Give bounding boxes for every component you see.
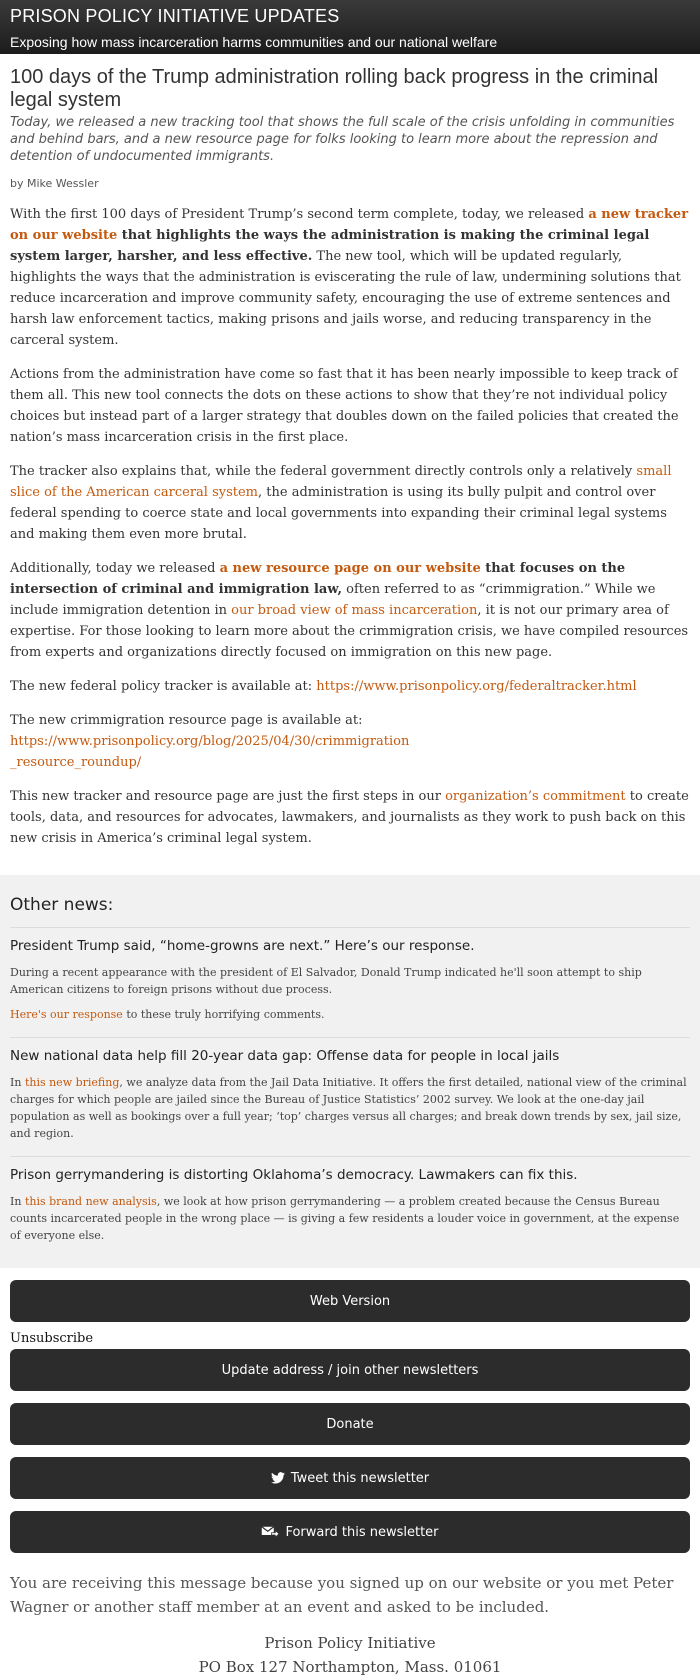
paragraph-2: Actions from the administration have come so fast that it has been nearly impossible to keep track of them all. This new tool connects the dots on these actions to show that they’re not individual policy choices but instead part of a larger strategy that doubles down on the failed policies that created the nation’s mass incarceration crisis in the first place. xyxy=(10,367,679,445)
news-item xyxy=(10,927,690,1037)
analysis-link[interactable]: this brand new analysis xyxy=(24,1195,157,1208)
news-item-title: President Trump said, “home-growns are next.” Here’s our response. xyxy=(10,938,475,954)
news-item xyxy=(10,1037,690,1156)
paragraph-6: The new crimmigration resource page is available at: https://www.prisonpolicy.org/blog/2025/04/30/crimmigration _resource_roundup/ xyxy=(10,713,410,770)
paragraph-7: This new tracker and resource page are just the first steps in our organization’s commitment to create tools, data, and resources for advocates, lawmakers, and journalists as they work to push back on this new crisis in America’s criminal legal system. xyxy=(10,789,689,846)
footer-note: You are receiving this message because you signed up on our website or you met Peter Wagner or another staff member at an event and asked to be included. xyxy=(10,1574,674,1616)
article-byline: by Mike Wessler xyxy=(10,177,99,190)
news-item xyxy=(10,1156,690,1258)
newsletter-actions xyxy=(0,1268,700,1553)
carceral-system-link[interactable]: small slice of the American carceral system xyxy=(10,464,672,500)
tweet-button[interactable]: Tweet this newsletter xyxy=(10,1457,690,1499)
news-item-title: New national data help fill 20-year data gap: Offense data for people in local jails xyxy=(10,1048,560,1064)
paragraph-5: The new federal policy tracker is available at: https://www.prisonpolicy.org/federaltracker.html xyxy=(10,679,637,694)
federal-tracker-url[interactable]: https://www.prisonpolicy.org/federaltracker.html xyxy=(316,679,637,694)
article-headline: 100 days of the Trump administration rolling back progress in the criminal legal system xyxy=(10,66,659,111)
twitter-bird-icon xyxy=(271,1472,285,1484)
newsletter-title: PRISON POLICY INITIATIVE UPDATES xyxy=(10,6,340,26)
article-body xyxy=(10,204,690,849)
postal-address: PO Box 127 Northampton, Mass. 01061 xyxy=(198,1658,502,1676)
other-news-heading: Other news: xyxy=(10,895,114,915)
briefing-link[interactable]: this new briefing xyxy=(24,1076,120,1089)
web-version-button[interactable]: Web Version xyxy=(10,1280,690,1322)
forward-button[interactable]: Forward this newsletter xyxy=(10,1511,690,1553)
paragraph-3: The tracker also explains that, while the federal government directly controls only a relatively small slice of the American carceral system, the administration is using its bully pulpit and control over federal spending to coerce state and local governments into expanding their criminal legal systems and making them even more brutal. xyxy=(10,464,672,542)
footer-address xyxy=(0,1631,700,1679)
other-news xyxy=(0,875,700,1268)
commitment-link[interactable]: organization’s commitment xyxy=(445,789,626,804)
donate-button[interactable]: Donate xyxy=(10,1403,690,1445)
newsletter-header xyxy=(0,0,700,54)
tracker-link[interactable]: a new tracker on our website xyxy=(10,207,689,243)
newsletter-tagline: Exposing how mass incarceration harms communities and our national welfare xyxy=(10,34,498,50)
unsubscribe-link[interactable]: Unsubscribe xyxy=(10,1331,94,1346)
news-item-text: In this brand new analysis, we look at how prison gerrymandering — a problem created because the Census Bureau counts incarcerated people in the wrong place — is giving a few residents a louder voice in government, at the expense of everyone else. xyxy=(10,1195,680,1242)
article-dek: Today, we released a new tracking tool that shows the full scale of the crisis unfolding in communities and behind bars, and a new resource page for folks looking to learn more about the repression and detention of undocumented immigrants. xyxy=(10,115,675,164)
news-item-title: Prison gerrymandering is distorting Oklahoma’s democracy. Lawmakers can fix this. xyxy=(10,1167,578,1183)
news-item-text: During a recent appearance with the president of El Salvador, Donald Trump indicated he'll soon attempt to ship American citizens to foreign prisons without due process. xyxy=(10,966,642,996)
news-item-text: Here's our response to these truly horrifying comments. xyxy=(10,1008,325,1021)
forward-mail-icon xyxy=(261,1526,279,1538)
paragraph-1: With the first 100 days of President Trump’s second term complete, today, we released a new tracker on our website that highlights the ways the administration is making the criminal legal system larger, harsher, and less effective. The new tool, which will be updated regularly, highlights the ways that the administration is eviscerating the rule of law, undermining solutions that reduce incarceration and improve community safety, encouraging the use of extreme sentences and harsh law enforcement tactics, making prisons and jails worse, and reducing transparency in the carceral system. xyxy=(10,207,689,348)
paragraph-4: Additionally, today we released a new resource page on our website that focuses on the intersection of criminal and immigration law, often referred to as “crimmigration.” While we include immigration detention in our broad view of mass incarceration, it is not our primary area of expertise. For those looking to learn more about the crimmigration crisis, we have compiled resources from experts and organizations directly focused on immigration on this new page. xyxy=(10,561,689,660)
news-item-text: In this new briefing, we analyze data from the Jail Data Initiative. It offers the first detailed, national view of the criminal charges for which people are jailed since the Bureau of Justice Statistics’ 2002 survey. We look at the one-day jail population as well as bookings over a full year; ‘top’ charges versus all charges; and break down trends by sex, jail size, and region. xyxy=(10,1076,687,1140)
update-address-button[interactable]: Update address / join other newsletters xyxy=(10,1349,690,1391)
org-name: Prison Policy Initiative xyxy=(264,1634,436,1652)
mass-incarceration-link[interactable]: our broad view of mass incarceration xyxy=(231,603,478,618)
article xyxy=(0,54,700,849)
resource-page-link[interactable]: a new resource page on our website xyxy=(219,561,481,576)
response-link[interactable]: Here's our response xyxy=(10,1008,123,1021)
crimmigration-url[interactable]: https://www.prisonpolicy.org/blog/2025/04/30/crimmigration _resource_roundup/ xyxy=(10,734,410,770)
